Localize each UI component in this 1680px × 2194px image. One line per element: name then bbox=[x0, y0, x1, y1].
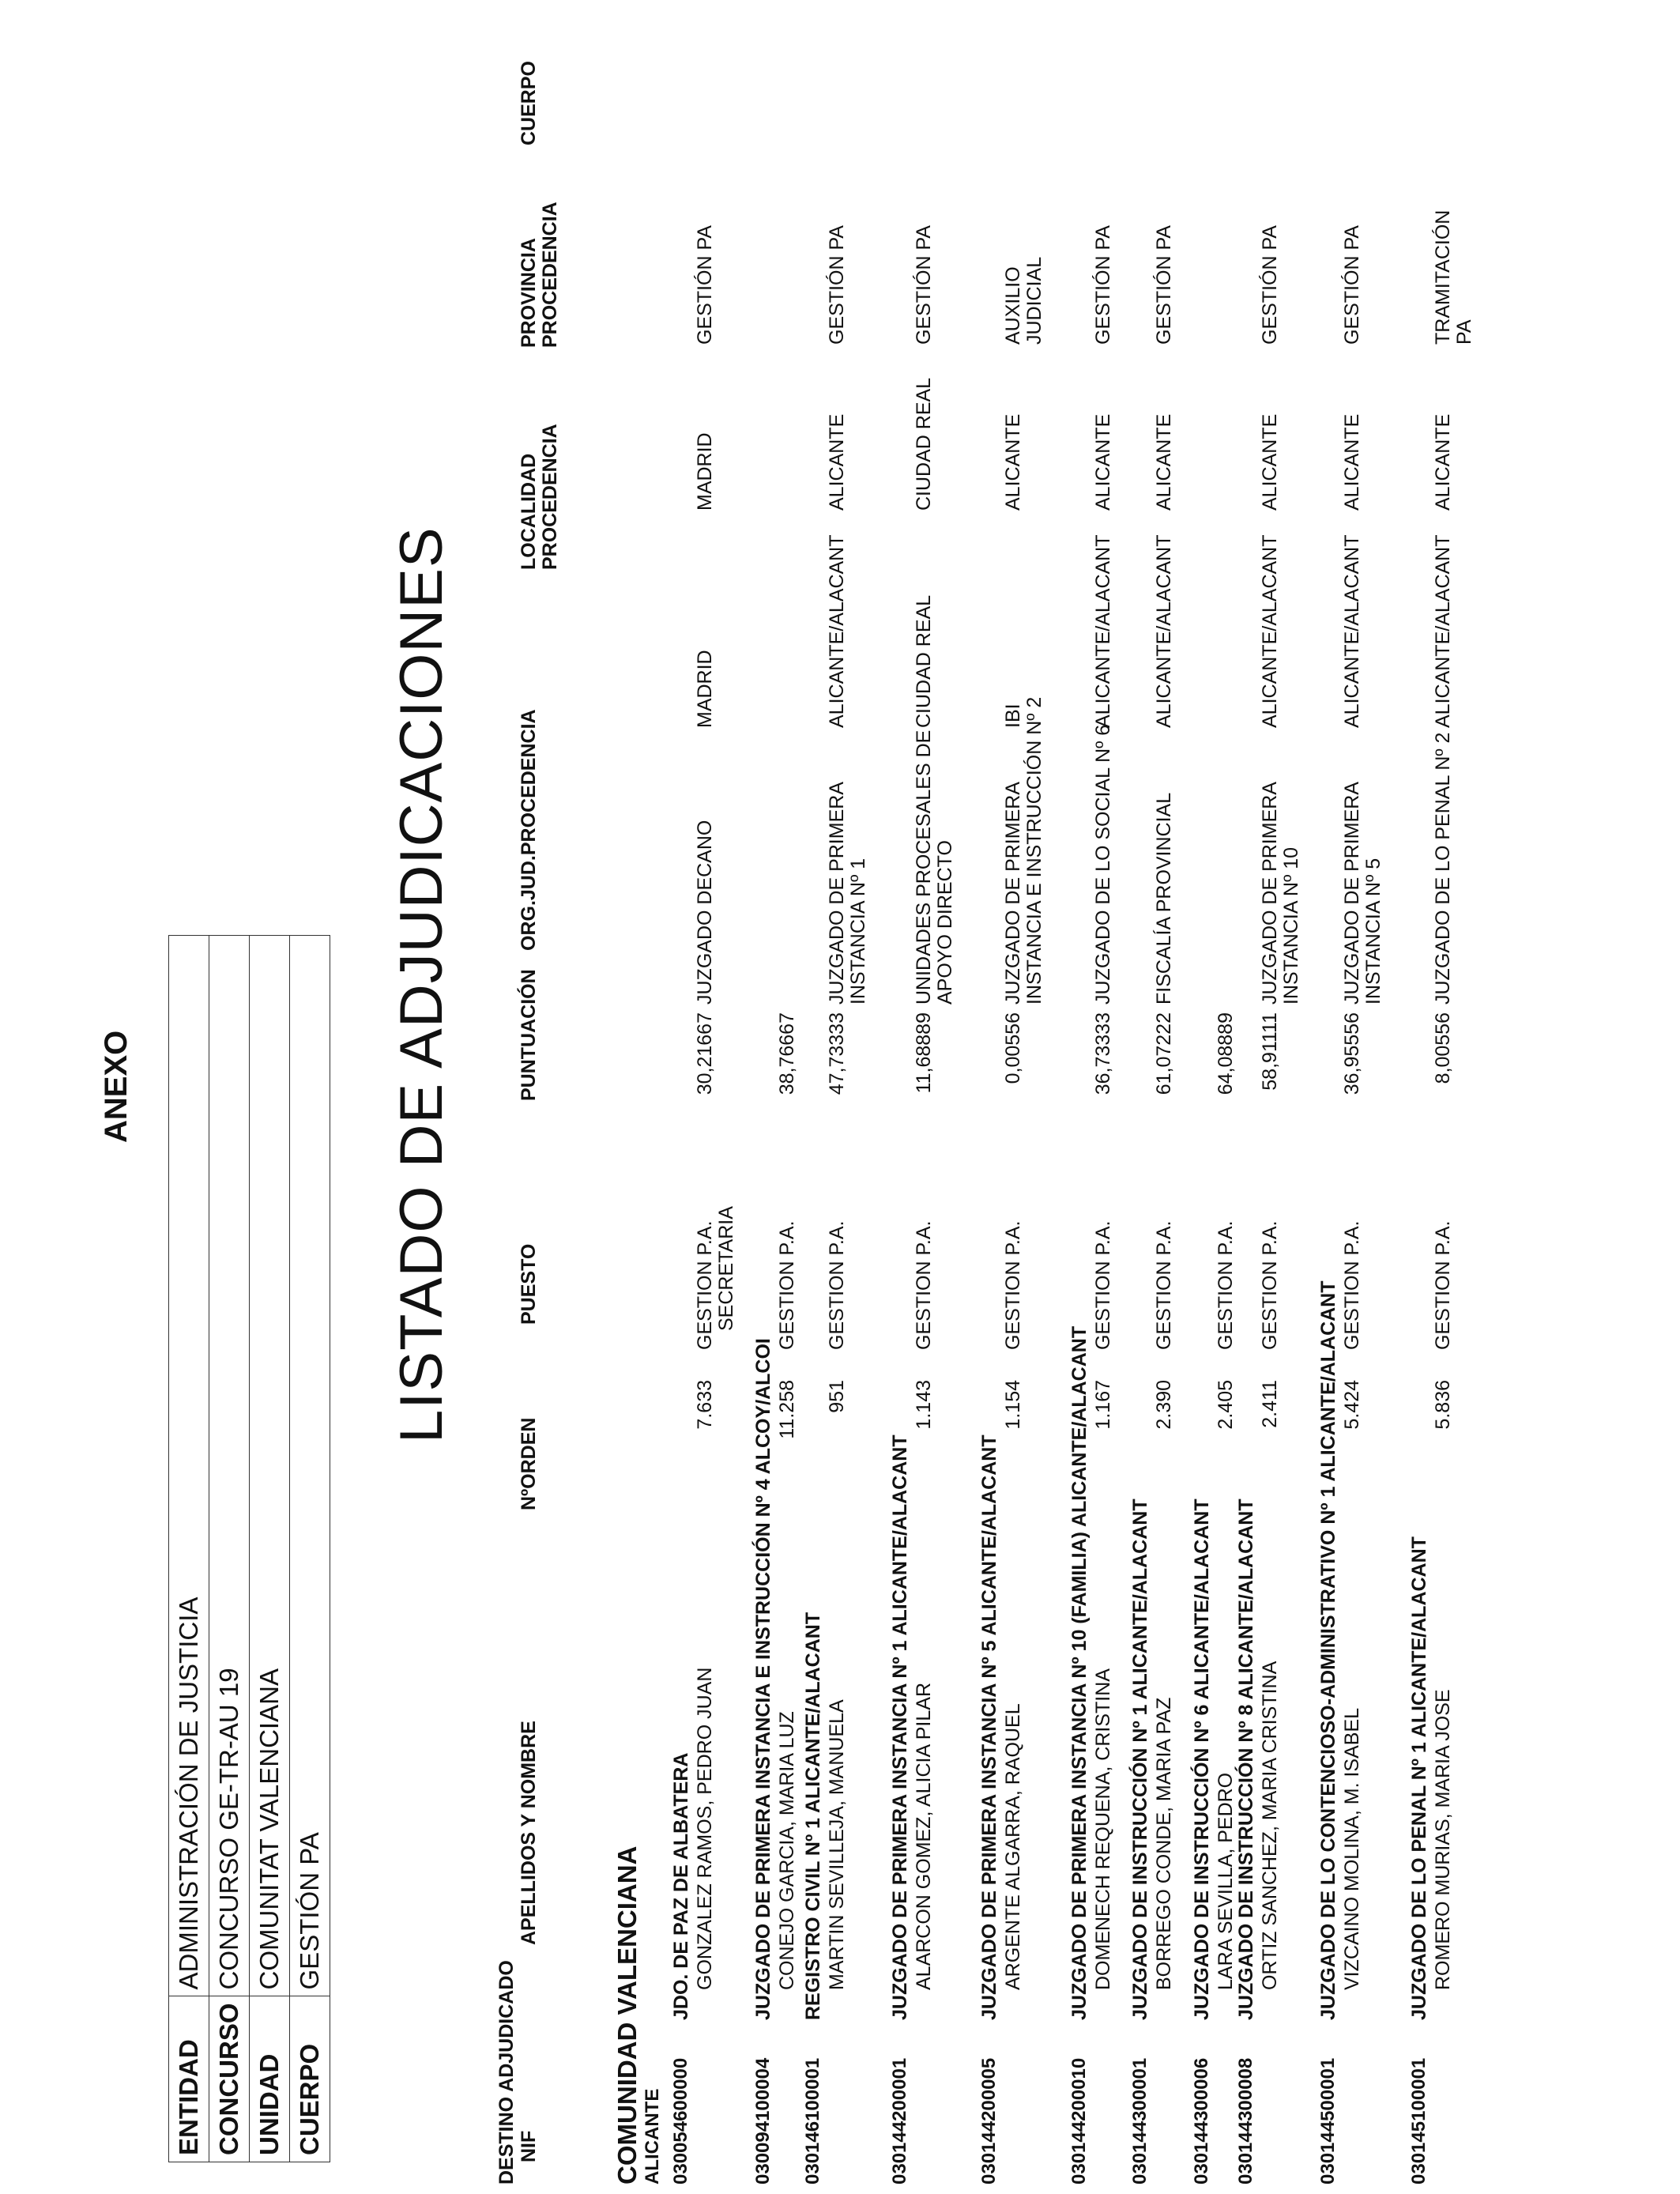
col-org: ORG.JUD.PROCEDENCIA bbox=[518, 709, 540, 951]
entry-unit: JUZGADO DE PRIMERA INSTANCIA E INSTRUCCIÓN Nº 4 ALCOY/ALCOI bbox=[752, 1338, 774, 2020]
entry-org: JUZGADO DE PRIMERA bbox=[1002, 782, 1024, 1005]
col-nif: NIF bbox=[518, 2130, 540, 2162]
entry-provincia: ALICANTE bbox=[826, 413, 848, 511]
entry-puesto: GESTION P.A. bbox=[1341, 1220, 1363, 1350]
col-provincia-l1: PROVINCIA bbox=[518, 238, 540, 348]
entry-puesto-2: SECRETARIA bbox=[715, 1206, 737, 1331]
info-key: CUERPO bbox=[290, 1996, 330, 2162]
entry-provincia: ALICANTE bbox=[1002, 413, 1024, 511]
entry-orden: 5.424 bbox=[1341, 1380, 1363, 1430]
entry-orden: 7.633 bbox=[694, 1380, 716, 1430]
col-localidad-l2: PROCEDENCIA bbox=[539, 424, 561, 570]
entry-code: 030144300006 bbox=[1191, 2057, 1212, 2185]
entry-cuerpo: GESTIÓN PA bbox=[694, 225, 716, 345]
entry-puntuacion: 8,00556 bbox=[1432, 1012, 1454, 1084]
entry-org: JUZGADO DE LO SOCIAL Nº 6 bbox=[1092, 724, 1114, 1005]
entry-localidad: ALICANTE/ALACANT bbox=[826, 534, 848, 728]
info-key: UNIDAD bbox=[250, 1996, 290, 2162]
entry-puesto: GESTION P.A. bbox=[1002, 1220, 1024, 1350]
entry-org: JUZGADO DE PRIMERA bbox=[826, 782, 848, 1005]
entry-org-2: INSTANCIA Nº 1 bbox=[847, 858, 869, 1005]
entry-name: LARA SEVILLA, PEDRO bbox=[1215, 1772, 1237, 1990]
entry-org-2: INSTANCIA Nº 5 bbox=[1362, 858, 1384, 1005]
entry-cuerpo: GESTIÓN PA bbox=[913, 225, 935, 345]
entry-code: 030144200010 bbox=[1068, 2057, 1090, 2185]
entry-unit: JUZGADO DE INSTRUCCIÓN Nº 1 ALICANTE/ALACANT bbox=[1129, 1498, 1151, 2020]
entry-code: 030144300001 bbox=[1129, 2057, 1151, 2185]
entry-provincia: ALICANTE bbox=[1092, 413, 1114, 511]
page-title: LISTADO DE ADJUDICACIONES bbox=[388, 526, 455, 1443]
entry-localidad: ALICANTE/ALACANT bbox=[1259, 534, 1281, 728]
entry-name: DOMENECH REQUENA, CRISTINA bbox=[1092, 1668, 1114, 1990]
entry-localidad: ALICANTE/ALACANT bbox=[1153, 534, 1175, 728]
entry-code: 030054600000 bbox=[670, 2057, 691, 2185]
info-value: ADMINISTRACIÓN DE JUSTICIA bbox=[169, 936, 209, 1996]
entry-puesto: GESTION P.A. bbox=[913, 1220, 935, 1350]
entry-puntuacion: 11,68889 bbox=[913, 1012, 935, 1094]
entry-code: 030146100001 bbox=[802, 2057, 823, 2185]
entry-name: GONZALEZ RAMOS, PEDRO JUAN bbox=[694, 1667, 716, 1990]
info-row bbox=[169, 936, 209, 2162]
entry-name: MARTIN SEVILLEJA, MANUELA bbox=[826, 1699, 848, 1990]
entry-code: 030094100004 bbox=[752, 2057, 774, 2185]
entry-localidad: MADRID bbox=[694, 650, 716, 728]
entry-orden: 2.411 bbox=[1259, 1380, 1281, 1428]
entry-name: ARGENTE ALGARRA, RAQUEL bbox=[1002, 1703, 1024, 1990]
entry-puntuacion: 36,95556 bbox=[1341, 1012, 1363, 1095]
info-value: GESTIÓN PA bbox=[290, 936, 330, 1996]
entry-unit: JDO. DE PAZ DE ALBATERA bbox=[670, 1752, 692, 2020]
entry-org: JUZGADO DE PRIMERA bbox=[1259, 782, 1281, 1005]
entry-provincia: MADRID bbox=[694, 432, 716, 511]
col-destino: DESTINO ADJUDICADO bbox=[495, 1960, 518, 2185]
col-nombre: APELLIDOS Y NOMBRE bbox=[518, 1721, 540, 1945]
entry-org-2: INSTANCIA Nº 10 bbox=[1280, 847, 1302, 1005]
entry-orden: 1.167 bbox=[1092, 1380, 1114, 1430]
entry-orden: 2.390 bbox=[1153, 1380, 1175, 1430]
entry-unit: JUZGADO DE LO PENAL Nº 1 ALICANTE/ALACANT bbox=[1408, 1536, 1430, 2020]
entry-provincia: ALICANTE bbox=[1153, 413, 1175, 511]
annex-heading: ANEXO bbox=[99, 1030, 134, 1143]
entry-unit: JUZGADO DE INSTRUCCIÓN Nº 6 ALICANTE/ALACANT bbox=[1191, 1498, 1213, 2020]
entry-org: JUZGADO DE LO PENAL Nº 2 bbox=[1432, 732, 1454, 1005]
region-heading: COMUNIDAD VALENCIANA bbox=[612, 1845, 642, 2185]
entry-org: JUZGADO DECANO bbox=[694, 820, 716, 1005]
entry-name: BORREGO CONDE, MARIA PAZ bbox=[1153, 1697, 1175, 1990]
entry-unit: JUZGADO DE LO CONTENCIOSO-ADMINISTRATIVO Nº 1 ALICANTE/ALACANT bbox=[1317, 1280, 1339, 2020]
entry-puesto: GESTION P.A. bbox=[1153, 1220, 1175, 1350]
entry-org: JUZGADO DE PRIMERA bbox=[1341, 782, 1363, 1005]
entry-puesto: GESTION P.A. bbox=[826, 1220, 848, 1350]
entry-orden: 1.154 bbox=[1002, 1380, 1024, 1430]
info-key: ENTIDAD bbox=[169, 1996, 209, 2162]
entry-name: VIZCAINO MOLINA, M. ISABEL bbox=[1341, 1707, 1363, 1990]
entry-org-2: INSTANCIA E INSTRUCCIÓN Nº 2 bbox=[1023, 696, 1045, 1005]
entry-name: ALARCON GOMEZ, ALICIA PILAR bbox=[913, 1682, 935, 1990]
entry-puntuacion: 36,73333 bbox=[1092, 1012, 1114, 1095]
info-key: CONCURSO bbox=[209, 1996, 250, 2162]
info-box bbox=[168, 935, 330, 2162]
entry-name: CONEJO GARCIA, MARIA LUZ bbox=[776, 1711, 798, 1990]
entry-cuerpo: TRAMITACIÓN bbox=[1432, 209, 1454, 345]
entry-localidad: ALICANTE/ALACANT bbox=[1092, 534, 1114, 728]
province-heading: ALICANTE bbox=[642, 2088, 663, 2185]
entry-cuerpo: GESTIÓN PA bbox=[1259, 225, 1281, 345]
col-provincia-l2: PROCEDENCIA bbox=[539, 202, 561, 348]
entry-puntuacion: 0,00556 bbox=[1002, 1012, 1024, 1084]
entry-unit: JUZGADO DE PRIMERA INSTANCIA Nº 1 ALICANTE/ALACANT bbox=[889, 1434, 911, 2020]
entry-localidad: IBI bbox=[1002, 703, 1024, 728]
entry-localidad: ALICANTE/ALACANT bbox=[1341, 534, 1363, 728]
entry-org: FISCALÍA PROVINCIAL bbox=[1153, 792, 1175, 1005]
col-puesto: PUESTO bbox=[518, 1243, 540, 1325]
entry-cuerpo: GESTIÓN PA bbox=[1341, 225, 1363, 345]
entry-puesto: GESTION P.A. bbox=[1215, 1220, 1237, 1350]
entry-unit: JUZGADO DE PRIMERA INSTANCIA Nº 5 ALICANTE/ALACANT bbox=[978, 1434, 1000, 2020]
entry-cuerpo-2: PA bbox=[1453, 319, 1475, 345]
entry-puesto: GESTION P.A. bbox=[1432, 1220, 1454, 1350]
entry-provincia: ALICANTE bbox=[1341, 413, 1363, 511]
entry-puesto: GESTION P.A. bbox=[776, 1220, 798, 1350]
entry-code: 030144500001 bbox=[1317, 2057, 1339, 2185]
col-localidad-l1: LOCALIDAD bbox=[518, 453, 540, 570]
entry-cuerpo: GESTIÓN PA bbox=[1092, 225, 1114, 345]
entry-puntuacion: 64,08889 bbox=[1215, 1012, 1237, 1095]
entry-code: 030144200001 bbox=[889, 2057, 910, 2185]
entry-unit: JUZGADO DE PRIMERA INSTANCIA Nº 10 (FAMILIA) ALICANTE/ALACANT bbox=[1068, 1325, 1090, 2020]
entry-orden: 1.143 bbox=[913, 1380, 935, 1430]
entry-code: 030144300008 bbox=[1235, 2057, 1256, 2185]
col-cuerpo: CUERPO bbox=[518, 61, 540, 145]
col-orden: NºORDEN bbox=[518, 1417, 540, 1510]
entry-orden: 5.836 bbox=[1432, 1380, 1454, 1430]
entry-localidad: ALICANTE/ALACANT bbox=[1432, 534, 1454, 728]
entry-name: ROMERO MURIAS, MARIA JOSE bbox=[1432, 1689, 1454, 1990]
entry-provincia: CIUDAD REAL bbox=[913, 377, 935, 511]
entry-puntuacion: 30,21667 bbox=[694, 1012, 716, 1095]
entry-orden: 11.258 bbox=[776, 1380, 798, 1439]
entry-orden: 951 bbox=[826, 1380, 848, 1413]
entry-puntuacion: 58,91111 bbox=[1259, 1012, 1281, 1091]
entry-puesto: GESTION P.A. bbox=[1092, 1220, 1114, 1350]
entry-cuerpo: GESTIÓN PA bbox=[826, 225, 848, 345]
entry-provincia: ALICANTE bbox=[1259, 413, 1281, 511]
entry-puesto: GESTION P.A. bbox=[1259, 1220, 1281, 1350]
entry-code: 030144200005 bbox=[978, 2057, 1000, 2185]
entry-code: 030145100001 bbox=[1408, 2057, 1430, 2185]
entry-cuerpo-2: JUDICIAL bbox=[1023, 256, 1045, 345]
entry-provincia: ALICANTE bbox=[1432, 413, 1454, 511]
col-puntuacion: PUNTUACIÓN bbox=[518, 969, 540, 1101]
entry-name: ORTIZ SANCHEZ, MARIA CRISTINA bbox=[1259, 1661, 1281, 1990]
info-value: COMUNITAT VALENCIANA bbox=[250, 936, 290, 1996]
entry-unit: REGISTRO CIVIL Nº 1 ALICANTE/ALACANT bbox=[802, 1612, 824, 2020]
entry-localidad: CIUDAD REAL bbox=[913, 594, 935, 728]
info-value: CONCURSO GE-TR-AU 19 bbox=[209, 936, 250, 1996]
info-row bbox=[250, 936, 290, 2162]
entry-org: UNIDADES PROCESALES DE bbox=[913, 729, 935, 1005]
entry-org-2: APOYO DIRECTO bbox=[934, 840, 956, 1005]
entry-puntuacion: 47,73333 bbox=[826, 1012, 848, 1095]
info-row bbox=[290, 936, 330, 2162]
info-row bbox=[209, 936, 250, 2162]
entry-unit: JUZGADO DE INSTRUCCIÓN Nº 8 ALICANTE/ALACANT bbox=[1235, 1498, 1257, 2020]
entry-puntuacion: 38,76667 bbox=[776, 1012, 798, 1095]
entry-cuerpo: GESTIÓN PA bbox=[1153, 225, 1175, 345]
entry-puesto: GESTION P.A. bbox=[694, 1220, 716, 1350]
entry-orden: 2.405 bbox=[1215, 1380, 1237, 1430]
entry-puntuacion: 61,07222 bbox=[1153, 1012, 1175, 1095]
entry-cuerpo: AUXILIO bbox=[1002, 266, 1024, 345]
